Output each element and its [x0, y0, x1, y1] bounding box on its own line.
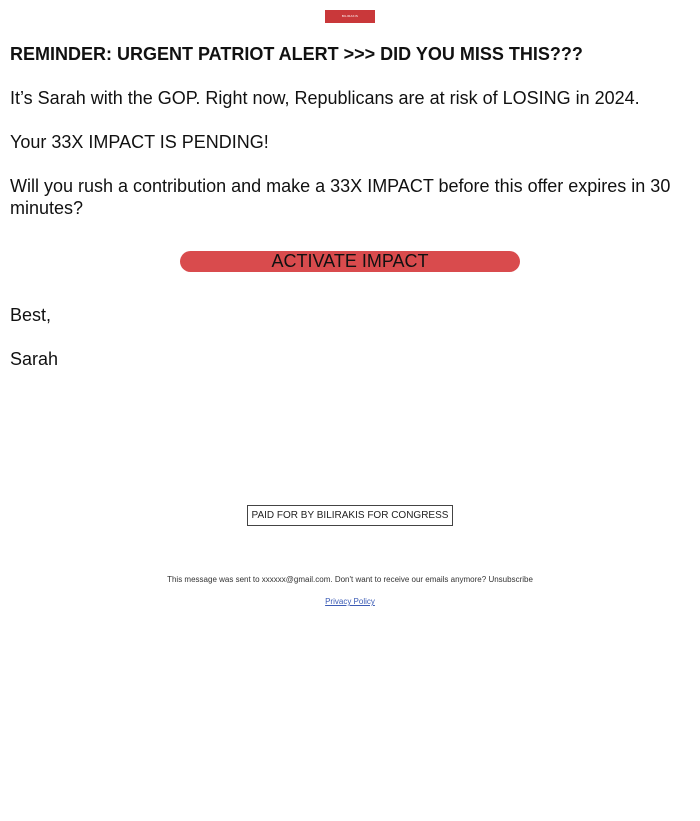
activate-impact-button[interactable]: ACTIVATE IMPACT: [180, 251, 520, 272]
email-headline: REMINDER: URGENT PATRIOT ALERT >>> DID YOU MISS THIS???: [10, 44, 583, 64]
logo-text: BILIRAKIS: [341, 14, 359, 18]
privacy-row: [0, 596, 700, 607]
privacy-policy-link[interactable]: Privacy Policy: [325, 597, 375, 606]
impact-pending-paragraph: Your 33X IMPACT IS PENDING!: [10, 132, 269, 152]
paid-for-disclaimer: PAID FOR BY BILIRAKIS FOR CONGRESS: [247, 505, 453, 526]
unsubscribe-link[interactable]: Unsubscribe: [488, 575, 533, 584]
contribution-ask-paragraph: Will you rush a contribution and make a 33X IMPACT before this offer expires in 30 minutes?: [10, 176, 671, 218]
intro-paragraph: It’s Sarah with the GOP. Right now, Republicans are at risk of LOSING in 2024.: [10, 88, 640, 108]
signoff: Best,: [10, 305, 52, 325]
footer-recipient-notice: [0, 574, 700, 585]
signature: Sarah: [10, 349, 59, 369]
campaign-logo: [325, 10, 375, 23]
sent-to-text: This message was sent to xxxxxx@gmail.com. Don't want to receive our emails anymore?: [167, 575, 487, 584]
